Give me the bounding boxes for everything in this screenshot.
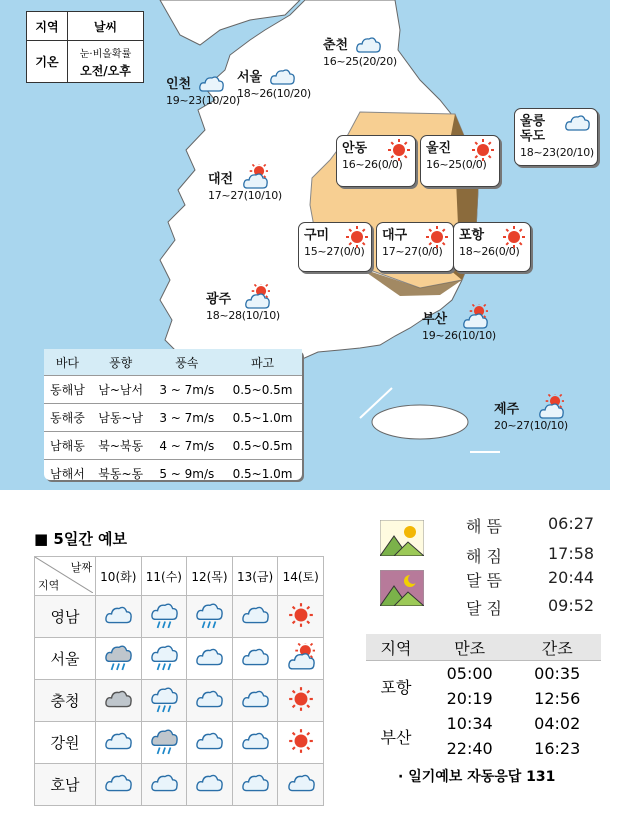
corner-region-label: 지역 [38,579,60,592]
sea-cell: 동해남 [44,376,91,404]
sun-cloud-icon [278,638,324,680]
sea-cell: 북동~동 [91,460,151,488]
city-temp: 18~26(0/0) [459,245,520,258]
gray-cloud-icon [96,680,142,722]
tide-header-high: 만조 [426,634,514,661]
forecast-region: 충청 [35,680,96,722]
rain-cloud-icon [141,638,187,680]
city-name: 포항 [459,228,485,243]
cloud-icon [187,764,233,806]
city-temp: 17~27(10/10) [208,189,282,202]
sunrise-label: 해 뜸 [466,517,502,536]
cloud-icon [232,680,278,722]
rain-cloud-icon [187,596,233,638]
sun-icon [501,224,527,253]
forecast-row [35,638,324,680]
city-name: 안동 [342,141,368,156]
gray-rain-cloud-icon [96,638,142,680]
moonrise-time: 20:44 [548,568,595,587]
sun-cloud-icon [538,394,564,423]
sunrise-time: 06:27 [548,514,595,533]
sea-cell: 3 ~ 7m/s [151,404,224,432]
city-name: 서울 [237,70,263,85]
city-name: 울진 [426,141,452,156]
sunrise-icon [380,520,424,556]
forecast-row [35,680,324,722]
legend-region: 지역 [27,12,68,41]
sun-icon [278,722,324,764]
forecast-row [35,596,324,638]
forecast-title-text: 5일간 예보 [53,530,128,548]
sunset-label: 해 짐 [466,547,502,566]
cloud-icon [355,32,381,61]
city-name: 대구 [382,228,408,243]
moonrise-label: 달 뜸 [466,571,502,590]
sea-cell: 남해서 [44,460,91,488]
map-legend [26,11,144,83]
city-marker [342,141,403,171]
city-marker [206,292,280,322]
forecast-day: 11(수) [141,557,187,596]
sea-cell: 동해중 [44,404,91,432]
city-name: 광주 [206,292,232,307]
city-marker [304,228,365,258]
forecast-day: 12(목) [187,557,233,596]
city-marker [166,77,240,107]
city-temp: 15~27(0/0) [304,245,365,258]
city-temp: 19~26(10/10) [422,329,496,342]
forecast-row [35,722,324,764]
cloud-icon [141,764,187,806]
sea-cell: 5 ~ 9m/s [151,460,224,488]
sea-row [44,404,302,432]
gray-rain-cloud-icon [141,722,187,764]
tide-low: 16:23 [534,739,581,758]
sea-cell: 4 ~ 7m/s [151,432,224,460]
city-marker [494,402,568,432]
tide-row [366,661,601,687]
forecast-region: 강원 [35,722,96,764]
legend-temp: 기온 [27,41,68,82]
rain-cloud-icon [141,680,187,722]
tide-low: 12:56 [534,689,581,708]
tide-high: 05:00 [446,664,493,683]
cloud-icon [232,596,278,638]
city-temp: 19~23(10/20) [166,94,240,107]
tide-low: 00:35 [534,664,581,683]
city-name: 인천 [166,77,192,92]
sea-row [44,460,302,488]
city-temp: 16~26(0/0) [342,158,403,171]
sea-cell: 0.5~0.5m [223,432,302,460]
city-name: 춘천 [323,38,349,53]
jeju-island [372,405,468,439]
sun-cloud-icon [462,304,488,333]
city-marker [422,312,496,342]
sea-cell: 남해동 [44,432,91,460]
cloud-icon [187,680,233,722]
tide-region: 포항 [380,677,412,697]
cloud-icon [96,764,142,806]
sea-header-wind-dir: 풍향 [91,349,151,376]
cloud-icon [232,722,278,764]
sun-cloud-icon [244,284,270,313]
forecast-region: 영남 [35,596,96,638]
sun-icon [278,680,324,722]
cloud-icon [269,64,295,93]
forecast-region: 호남 [35,764,96,806]
city-marker [382,228,443,258]
tide-header-low: 간조 [513,634,601,661]
tide-high: 20:19 [446,689,493,708]
phone-forecast-note: · 일기예보 자동응답 131 [398,769,556,785]
cloud-icon [232,764,278,806]
sun-icon [386,137,412,166]
forecast-region: 서울 [35,638,96,680]
city-temp: 20~27(10/10) [494,419,568,432]
forecast-row [35,764,324,806]
city-name: 구미 [304,228,330,243]
city-temp: 18~26(10/20) [237,87,311,100]
sunset-time: 17:58 [548,544,595,563]
city-name: 울릉 독도 [520,114,546,144]
sea-table [44,349,302,480]
rain-cloud-icon [141,596,187,638]
tide-region: 부산 [380,727,412,747]
tide-low: 04:02 [534,714,581,733]
forecast-corner [35,557,96,596]
city-marker [520,114,594,159]
city-name: 부산 [422,312,448,327]
sea-row [44,432,302,460]
city-marker [237,70,311,100]
sea-cell: 남~남서 [91,376,151,404]
cloud-icon [96,722,142,764]
city-marker [426,141,487,171]
legend-precip-line2: 오전/오후 [80,63,131,78]
city-temp: 16~25(20/20) [323,55,397,68]
legend-weather: 날씨 [68,12,143,41]
forecast-day: 10(화) [96,557,142,596]
sun-icon [278,596,324,638]
tide-high: 22:40 [446,739,493,758]
sea-cell: 0.5~0.5m [223,376,302,404]
city-temp: 17~27(0/0) [382,245,443,258]
sea-cell: 북~북동 [91,432,151,460]
cloud-icon [232,638,278,680]
city-temp: 18~28(10/10) [206,309,280,322]
forecast-title [34,528,127,549]
sun-icon [470,137,496,166]
sea-header-sea: 바다 [44,349,91,376]
forecast-table [34,556,324,806]
sea-row [44,376,302,404]
cloud-icon [96,596,142,638]
cloud-icon [564,110,590,139]
legend-precip-line1: 눈·비올확률 [79,48,132,60]
city-temp: 16~25(0/0) [426,158,487,171]
forecast-day: 14(토) [278,557,324,596]
tide-high: 10:34 [446,714,493,733]
sun-icon [344,224,370,253]
sea-header-wave: 파고 [223,349,302,376]
tide-table [366,634,601,761]
tide-row [366,711,601,736]
sea-cell: 3 ~ 7m/s [151,376,224,404]
square-bullet-icon: ■ [34,530,54,548]
moonset-label: 달 짐 [466,599,502,618]
city-marker [323,38,397,68]
city-name: 제주 [494,402,520,417]
sea-cell: 남동~남 [91,404,151,432]
city-marker [208,172,282,202]
moonset-time: 09:52 [548,596,595,615]
city-name: 대전 [208,172,234,187]
moonrise-icon [380,570,424,606]
forecast-day: 13(금) [232,557,278,596]
city-temp: 18~23(20/10) [520,146,594,159]
cloud-icon [187,722,233,764]
sea-header-wind-speed: 풍속 [151,349,224,376]
cloud-icon [187,638,233,680]
cloud-icon [198,71,224,100]
sun-icon [424,224,450,253]
sea-cell: 0.5~1.0m [223,404,302,432]
sea-cell: 0.5~1.0m [223,460,302,488]
sun-cloud-icon [242,164,268,193]
city-marker [459,228,520,258]
corner-date-label: 날짜 [70,561,92,574]
cloud-icon [278,764,324,806]
tide-header-region: 지역 [366,634,426,661]
